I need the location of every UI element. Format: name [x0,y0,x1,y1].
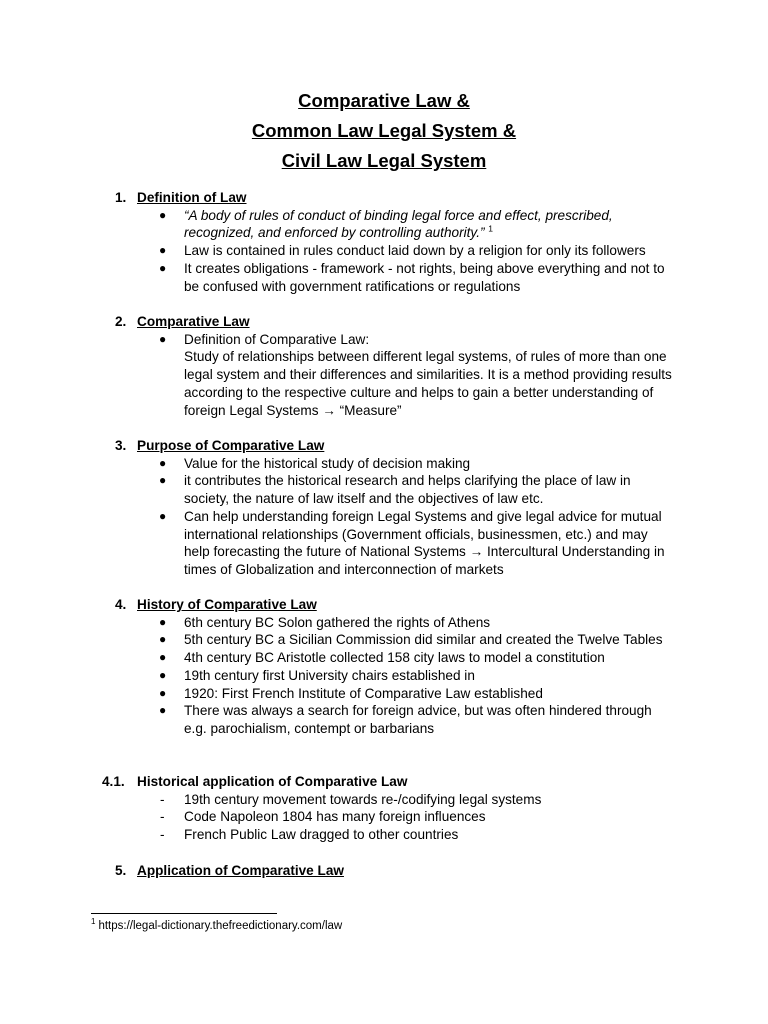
list-item-text: Law is contained in rules conduct laid down by a religion for only its followers [184,243,646,259]
section-number: 1. [115,190,127,205]
section-comparative-law [0,313,768,419]
section-heading: History of Comparative Law [137,597,317,612]
footnote-separator [91,913,277,914]
list-item-text: Value for the historical study of decision making [184,455,471,471]
bullet-marker: ● [159,473,167,488]
bullet-marker: ● [159,455,167,470]
section-number: 5. [115,863,127,878]
law-definition-quote: “A body of rules of conduct of binding legal force and effect, prescribed, recognized, and enforced by controlling authority.” [184,207,613,241]
list-item [0,331,674,349]
bullet-marker: ● [159,331,167,346]
section-number: 4.1. [102,774,125,789]
list-item [0,649,674,667]
section-number: 2. [115,314,127,329]
list-item [0,242,674,260]
document-title [0,86,768,176]
list-item-text: 19th century first University chairs established in [184,667,475,683]
title-line-2: Common Law Legal System & [251,120,517,141]
bullet-marker: ● [159,207,167,222]
list-item-text: Can help understanding foreign Legal Systems and give legal advice for mutual international relationships (Government officials, businessmen, etc.) and may help forecasting the future of National Systems → Intercultural Understanding in times of Globalization and interconnection of markets [184,508,665,577]
bullet-marker: ● [159,703,167,718]
section-heading: Historical application of Comparative Law [137,774,408,789]
list-item-text: French Public Law dragged to other countries [184,827,459,843]
list-item-text: Code Napoleon 1804 has many foreign influences [184,809,486,825]
section-purpose-of-comparative-law [0,437,768,579]
dash-marker: - [160,791,165,807]
bullet-marker: ● [159,508,167,523]
list-item [0,207,674,242]
list-item-text: It creates obligations - framework - not rights, being above everything and not to be confused with government ratifications or regulations [184,260,665,294]
list-item [0,808,674,826]
bullet-marker: ● [159,614,167,629]
bullet-marker: ● [159,632,167,647]
footnote-url: https://legal-dictionary.thefreedictionary.com/law [98,920,343,932]
list-item [0,826,674,844]
list-item-text: 19th century movement towards re-/codifying legal systems [184,791,542,807]
footnote-marker: 1 [91,917,96,927]
list-item [0,508,674,579]
bullet-marker: ● [159,243,167,258]
bullet-marker: ● [159,650,167,665]
section-history-of-comparative-law [0,596,768,738]
list-item [0,472,674,507]
comparative-law-definition: Study of relationships between different legal systems, of rules of more than one legal system and their differences and similarities. It is a method providing results according to the respective culture and helps to gain a better understanding of foreign Legal Systems → “Measure” [184,349,672,418]
list-item-text: 1920: First French Institute of Comparative Law established [184,685,543,701]
list-item-text: 4th century BC Aristotle collected 158 city laws to model a constitution [184,650,605,666]
dash-marker: - [160,827,165,843]
section-number: 4. [115,597,127,612]
list-item [0,631,674,649]
section-heading: Purpose of Comparative Law [137,438,325,453]
section-heading: Application of Comparative Law [137,863,344,878]
list-item-text: it contributes the historical research and helps clarifying the place of law in society, the nature of law itself and the objectives of law etc. [184,473,631,507]
section-application-of-comparative-law [0,862,768,880]
list-item [0,667,674,685]
footnote [91,917,343,932]
list-item-text: 6th century BC Solon gathered the rights of Athens [184,614,491,630]
list-item [0,791,674,809]
list-item [0,685,674,703]
list-item [0,455,674,473]
section-historical-application [0,773,768,844]
list-item [0,260,674,295]
bullet-marker: ● [159,667,167,682]
section-heading: Comparative Law [137,314,250,329]
section-heading: Definition of Law [137,190,247,205]
section-number: 3. [115,438,127,453]
list-item-text: 5th century BC a Sicilian Commission did similar and created the Twelve Tables [184,632,663,648]
list-item [0,614,674,632]
title-line-3: Civil Law Legal System [281,150,487,171]
section-definition-of-law [0,189,768,295]
title-line-1: Comparative Law & [298,90,470,111]
list-item-text: There was always a search for foreign advice, but was often hindered through e.g. parochialism, contempt or barbarians [184,703,652,736]
bullet-marker: ● [159,260,167,275]
list-item-text: Definition of Comparative Law: [184,331,370,347]
dash-marker: - [160,809,165,825]
footnote-reference: 1 [488,223,494,234]
bullet-marker: ● [159,685,167,700]
list-item [0,702,674,737]
